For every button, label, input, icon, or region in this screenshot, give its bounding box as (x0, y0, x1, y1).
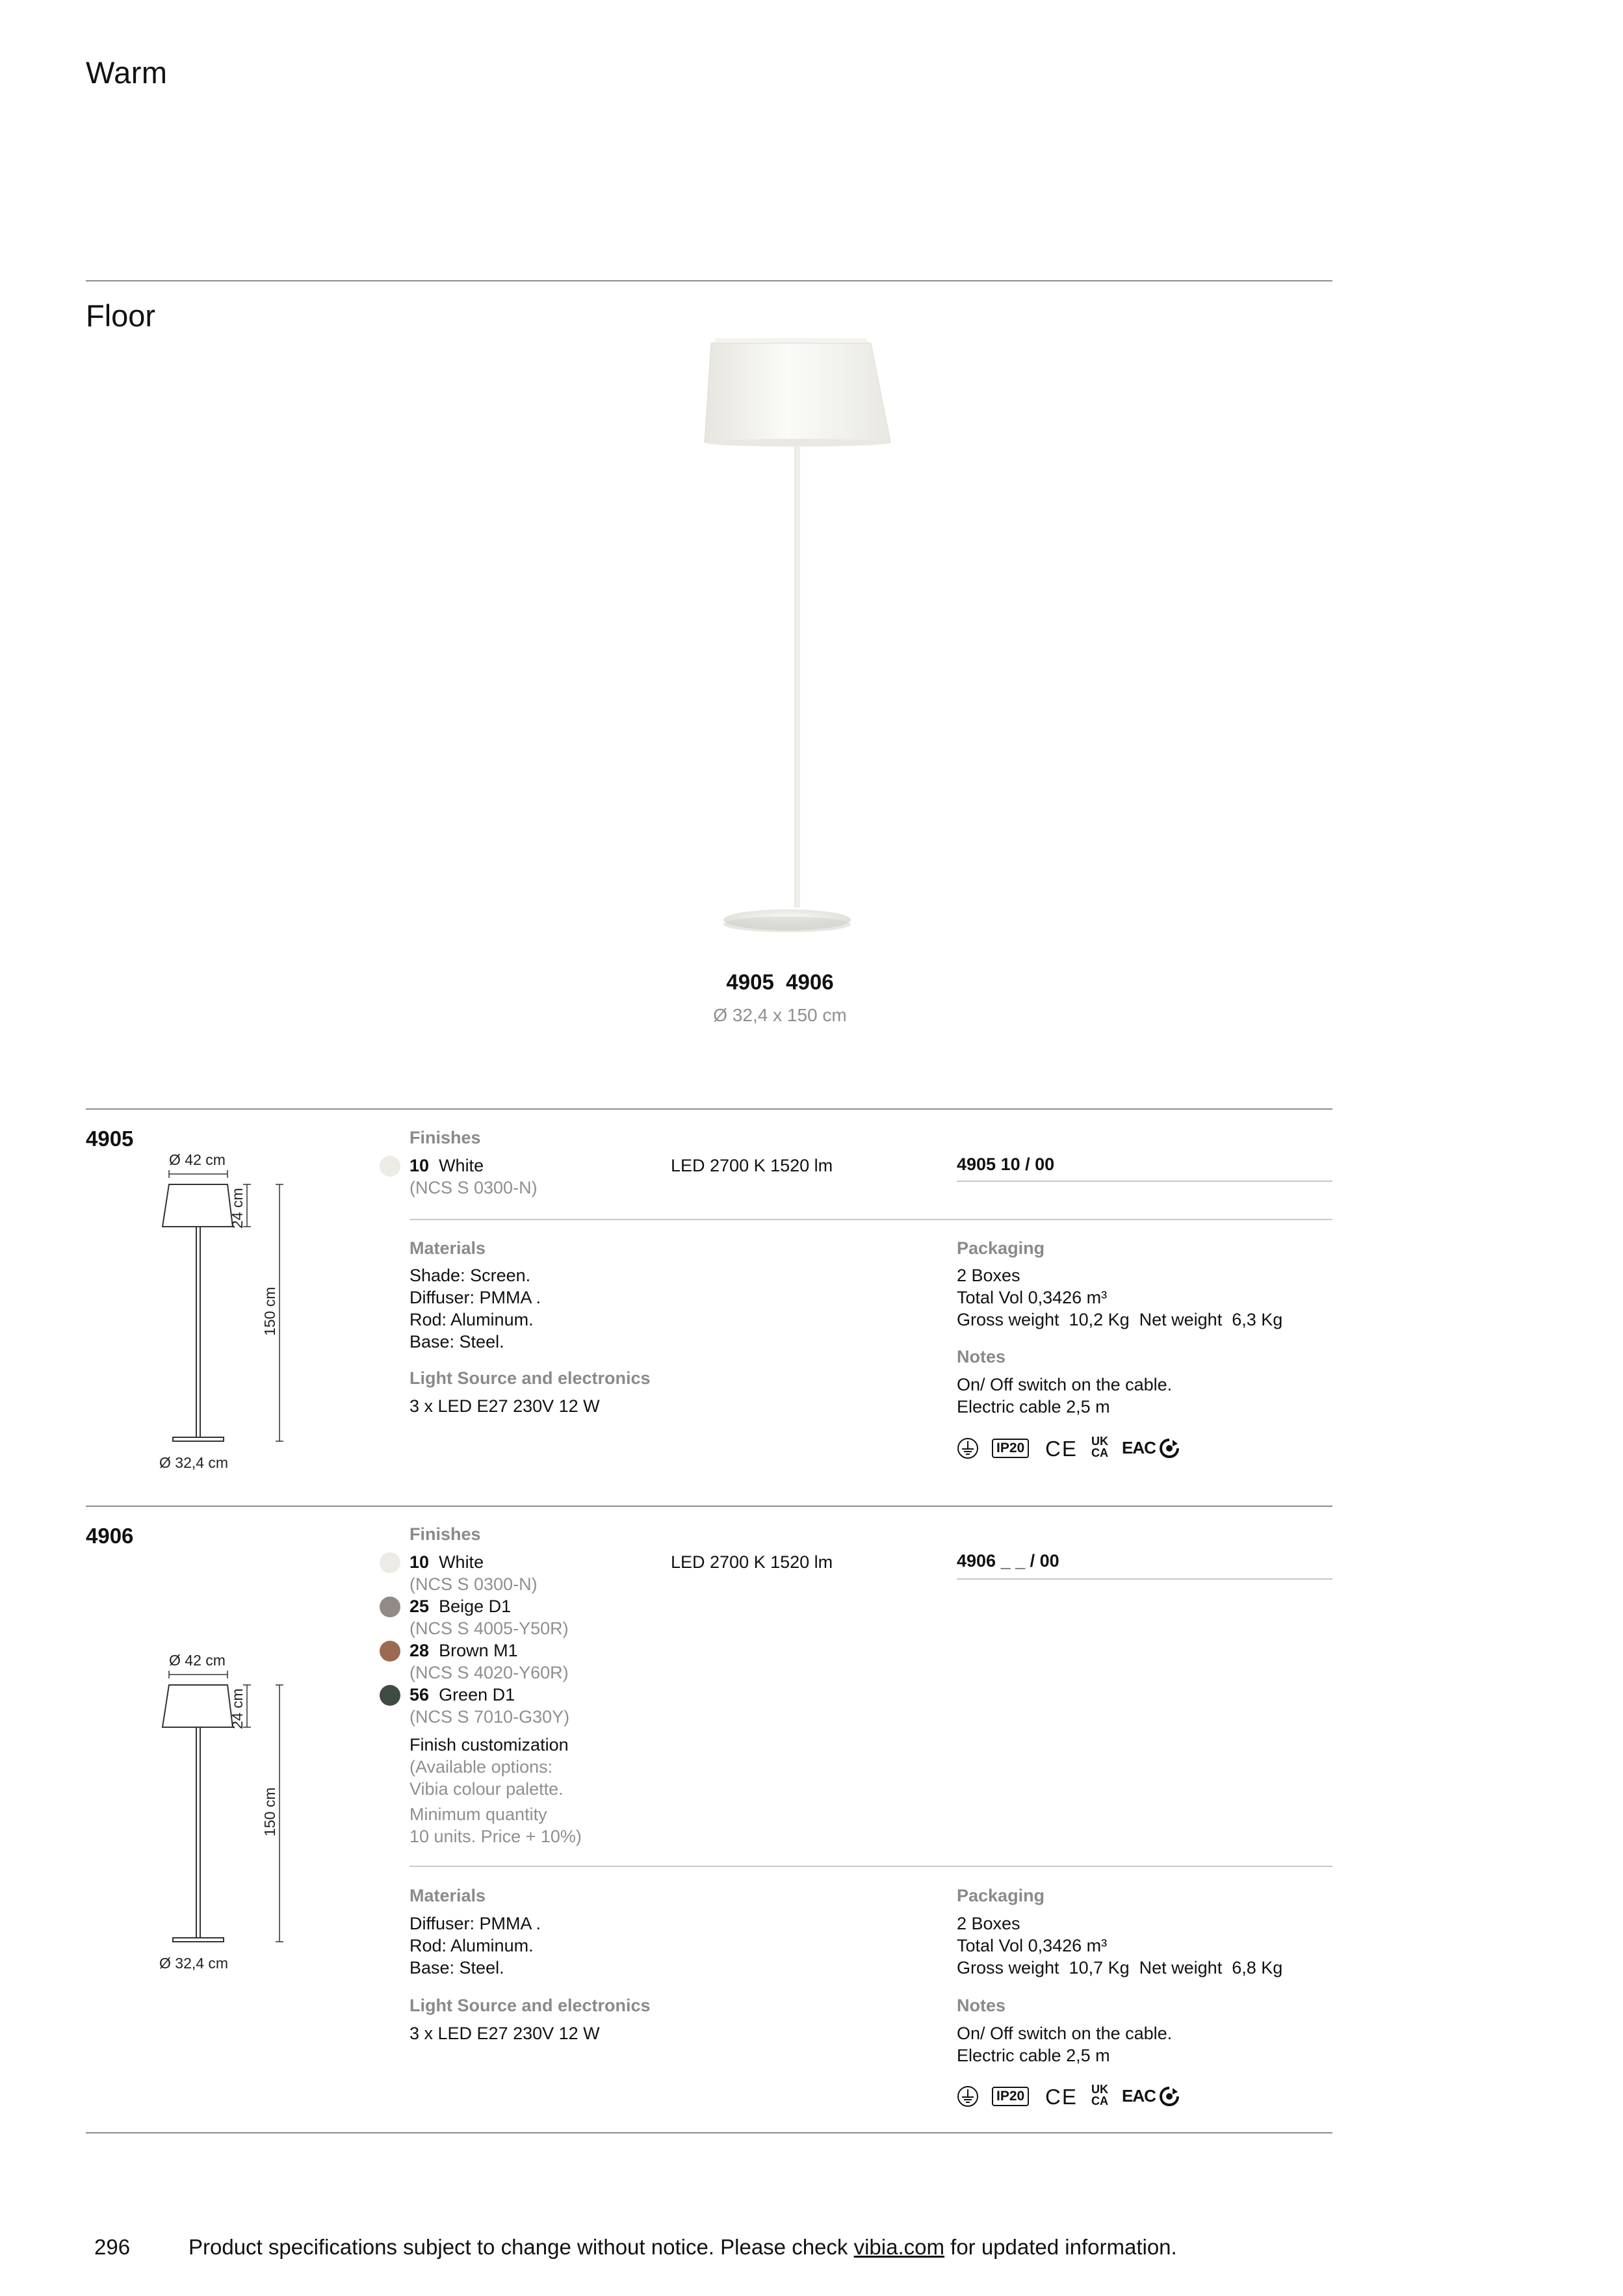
total-height-label: 150 cm (261, 1787, 278, 1836)
finish-item (409, 1595, 511, 1617)
packaging-list (957, 1264, 1282, 1331)
hero-codes: 4905 4906 (726, 970, 834, 994)
base-diameter-label: Ø 32,4 cm (159, 1955, 229, 1972)
finish-number: 10 (409, 1552, 430, 1572)
finish-ncs: (NCS S 0300-N) (409, 1178, 538, 1197)
earth-ground-icon (957, 2085, 979, 2107)
packaging-list (957, 1912, 1282, 1979)
finishes-label: Finishes (409, 1128, 481, 1147)
material-line: Diffuser: PMMA . (409, 1288, 541, 1307)
finishes-divider (409, 1866, 1332, 1867)
packaging-label: Packaging (957, 1238, 1045, 1258)
product-4905-drawing (149, 1147, 318, 1479)
finish-number: 10 (409, 1156, 430, 1175)
finish-customization-text: (Available options: Vibia colour palette. (409, 1757, 564, 1799)
material-line: Rod: Aluminum. (409, 1936, 534, 1955)
finish-ncs: (NCS S 4005-Y50R) (409, 1619, 569, 1638)
finish-name: Green D1 (439, 1685, 515, 1704)
finish-ncs: (NCS S 0300-N) (409, 1574, 538, 1594)
base-diameter-label: Ø 32,4 cm (159, 1454, 229, 1471)
finish-name: Brown M1 (439, 1641, 518, 1660)
note-line: Electric cable 2,5 m (957, 1397, 1110, 1416)
materials-list (409, 1912, 541, 1979)
finish-name: Beige D1 (439, 1597, 512, 1616)
finish-number: 56 (409, 1685, 430, 1704)
ce-mark-icon: CE (1045, 2085, 1078, 2109)
notes-label: Notes (957, 1347, 1006, 1366)
material-line: Base: Steel. (409, 1958, 504, 1977)
vibia-link[interactable]: vibia.com (853, 2235, 944, 2259)
packaging-line: Gross weight 10,7 Kg Net weight 6,8 Kg (957, 1958, 1283, 1977)
family-title: Warm (86, 55, 168, 90)
minimum-quantity-text: Minimum quantity 10 units. Price + 10%) (409, 1805, 582, 1846)
product-4906-divider (86, 1506, 1332, 1507)
product-4906-code: 4906 (86, 1524, 134, 1548)
led-spec: LED 2700 K 1520 lm (671, 1552, 833, 1572)
materials-label: Materials (409, 1886, 486, 1905)
eac-mark-icon: EAC (1122, 2086, 1156, 2106)
finish-swatch-green (380, 1685, 400, 1706)
ip20-badge: IP20 (992, 1439, 1029, 1458)
finish-swatch-white (380, 1156, 400, 1177)
finish-swatch-brown (380, 1641, 400, 1662)
finish-customization-title: Finish customization (409, 1735, 569, 1755)
top-diameter-label: Ø 42 cm (169, 1151, 226, 1168)
eac-mark-icon: EAC (1122, 1438, 1156, 1457)
finish-ncs: (NCS S 7010-G30Y) (409, 1707, 570, 1727)
ukca-mark-icon: UK CA (1091, 1435, 1108, 1459)
note-line: Electric cable 2,5 m (957, 2046, 1110, 2065)
hero-dimensions: Ø 32,4 x 150 cm (713, 1005, 847, 1025)
ukca-mark-icon: UK CA (1091, 2083, 1108, 2107)
light-source-value: 3 x LED E27 230V 12 W (409, 2024, 600, 2043)
packaging-label: Packaging (957, 1886, 1045, 1905)
material-line: Shade: Screen. (409, 1266, 531, 1285)
finish-number: 28 (409, 1641, 430, 1660)
recycle-mark-icon (1158, 1437, 1180, 1459)
ip20-badge: IP20 (992, 2087, 1029, 2106)
certification-icons (957, 1435, 1230, 1464)
top-diameter-label: Ø 42 cm (169, 1652, 226, 1669)
packaging-line: Total Vol 0,3426 m³ (957, 1288, 1108, 1307)
product-4906-drawing (149, 1648, 318, 1979)
light-source-label: Light Source and electronics (409, 1996, 651, 2015)
recycle-mark-icon (1158, 2085, 1180, 2107)
materials-list (409, 1264, 541, 1353)
finish-item (409, 1551, 484, 1573)
finish-swatch-white (380, 1552, 400, 1573)
notes-list (957, 1374, 1172, 1418)
notes-list (957, 2022, 1172, 2067)
finishes-label: Finishes (409, 1524, 481, 1544)
material-line: Diffuser: PMMA . (409, 1914, 541, 1933)
shade-height-label: 24 cm (229, 1188, 246, 1229)
product-reference: 4906 _ _ / 00 (957, 1551, 1059, 1571)
finish-item (409, 1155, 484, 1177)
category-title: Floor (86, 298, 156, 333)
packaging-line: 2 Boxes (957, 1266, 1020, 1285)
bottom-divider (86, 2132, 1332, 2133)
notes-label: Notes (957, 1996, 1006, 2015)
led-spec: LED 2700 K 1520 lm (671, 1156, 833, 1175)
page-number: 296 (94, 2235, 131, 2259)
finish-name: White (439, 1156, 484, 1175)
header-divider (86, 280, 1332, 281)
light-source-label: Light Source and electronics (409, 1368, 651, 1388)
footer-disclaimer: Product specifications subject to change without notice. Please check vibia.com for updated information. (188, 2235, 1177, 2259)
material-line: Rod: Aluminum. (409, 1310, 534, 1329)
material-line: Base: Steel. (409, 1332, 504, 1351)
ce-mark-icon: CE (1045, 1437, 1078, 1461)
finish-swatch-beige (380, 1597, 400, 1617)
finish-item (409, 1639, 518, 1662)
shade-height-label: 24 cm (229, 1688, 246, 1729)
materials-label: Materials (409, 1238, 486, 1258)
reference-underline (957, 1181, 1332, 1182)
product-4905-divider (86, 1108, 1332, 1110)
product-4905-code: 4905 (86, 1127, 134, 1151)
earth-ground-icon (957, 1437, 979, 1459)
packaging-line: Gross weight 10,2 Kg Net weight 6,3 Kg (957, 1310, 1283, 1329)
reference-underline (957, 1578, 1332, 1580)
note-line: On/ Off switch on the cable. (957, 1375, 1173, 1394)
hero-lamp-image (682, 332, 903, 949)
finishes-divider (409, 1219, 1332, 1220)
light-source-value: 3 x LED E27 230V 12 W (409, 1396, 600, 1416)
product-reference: 4905 10 / 00 (957, 1155, 1055, 1174)
finish-item (409, 1684, 515, 1706)
finish-number: 25 (409, 1597, 430, 1616)
finish-ncs: (NCS S 4020-Y60R) (409, 1663, 569, 1682)
finish-name: White (439, 1552, 484, 1572)
packaging-line: 2 Boxes (957, 1914, 1020, 1933)
packaging-line: Total Vol 0,3426 m³ (957, 1936, 1108, 1955)
note-line: On/ Off switch on the cable. (957, 2024, 1173, 2043)
total-height-label: 150 cm (261, 1286, 278, 1336)
certification-icons (957, 2083, 1230, 2112)
